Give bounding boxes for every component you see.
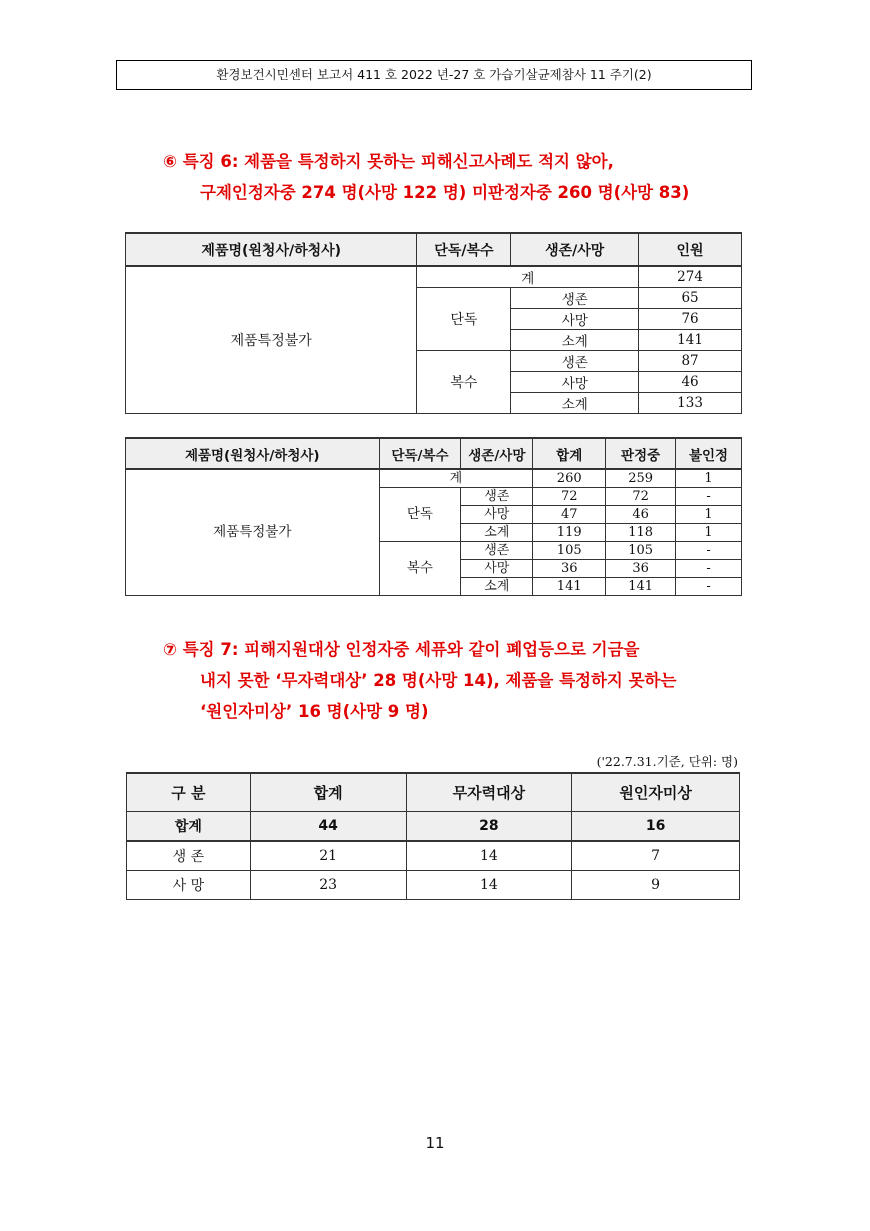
value-cell: - <box>676 542 742 560</box>
col-header-category: 구 분 <box>127 773 251 812</box>
value-cell: 72 <box>606 488 676 506</box>
insolvent-unknown-table <box>126 772 740 900</box>
value-cell: 36 <box>533 560 606 578</box>
col-header-unknown-cause: 원인자미상 <box>572 773 740 812</box>
value-cell: - <box>676 560 742 578</box>
status-cell: 소계 <box>461 578 533 596</box>
value-cell: 44 <box>250 812 406 842</box>
value-cell: 65 <box>639 288 742 309</box>
row-label: 생 존 <box>127 841 251 871</box>
value-cell: 14 <box>406 871 572 900</box>
group-label: 단독 <box>417 288 511 351</box>
table-row <box>127 812 740 842</box>
value-cell: 87 <box>639 351 742 372</box>
value-cell: 14 <box>406 841 572 871</box>
value-cell: 259 <box>606 469 676 488</box>
status-cell: 생존 <box>511 288 639 309</box>
value-cell: 119 <box>533 524 606 542</box>
value-cell: 36 <box>606 560 676 578</box>
value-cell: 76 <box>639 309 742 330</box>
status-cell: 사망 <box>511 309 639 330</box>
value-cell: 105 <box>606 542 676 560</box>
status-cell: 소계 <box>511 393 639 414</box>
table-header-row <box>127 773 740 812</box>
row-label: 합계 <box>127 812 251 842</box>
value-cell: 46 <box>606 506 676 524</box>
value-cell: 260 <box>533 469 606 488</box>
col-header-product: 제품명(원청사/하청사) <box>126 233 417 266</box>
value-cell: 21 <box>250 841 406 871</box>
value-cell: 1 <box>676 506 742 524</box>
value-cell: 46 <box>639 372 742 393</box>
col-header-sum: 합계 <box>250 773 406 812</box>
feature-7-heading <box>163 634 676 727</box>
col-header-alive-dead: 생존/사망 <box>511 233 639 266</box>
value-cell: 28 <box>406 812 572 842</box>
feature-6-line-2: 구제인정자중 274 명(사망 122 명) 미판정자중 260 명(사망 83) <box>200 183 690 202</box>
report-header: 환경보건시민센터 보고서 411 호 2022 년-27 호 가습기살균제참사 11 주기(2) <box>116 60 752 90</box>
value-cell: 72 <box>533 488 606 506</box>
col-header-insolvent: 무자력대상 <box>406 773 572 812</box>
page-number: 11 <box>425 1134 445 1152</box>
status-cell: 사망 <box>461 560 533 578</box>
col-header-sum: 합계 <box>533 438 606 469</box>
col-header-alive-dead: 생존/사망 <box>461 438 533 469</box>
value-cell: 9 <box>572 871 740 900</box>
value-cell: 133 <box>639 393 742 414</box>
status-cell: 소계 <box>461 524 533 542</box>
product-cell: 제품특정불가 <box>126 469 380 596</box>
group-label: 복수 <box>417 351 511 414</box>
value-cell: 7 <box>572 841 740 871</box>
value-cell: 141 <box>533 578 606 596</box>
table-row <box>126 266 742 288</box>
feature-7-line-3: ‘원인자미상’ 16 명(사망 9 명) <box>200 702 429 721</box>
status-cell: 생존 <box>461 488 533 506</box>
status-cell: 사망 <box>511 372 639 393</box>
col-header-rejected: 불인정 <box>676 438 742 469</box>
feature-7-line-2: 내지 못한 ‘무자력대상’ 28 명(사망 14), 제품을 특정하지 못하는 <box>200 671 677 690</box>
table-row <box>126 469 742 488</box>
total-label: 계 <box>379 469 533 488</box>
feature-6-heading <box>163 146 689 208</box>
col-header-single-multi: 단독/복수 <box>379 438 461 469</box>
feature-6-line-1: ⑥ 특징 6: 제품을 특정하지 못하는 피해신고사례도 적지 않아, <box>163 152 614 171</box>
value-cell: 141 <box>639 330 742 351</box>
value-cell: 23 <box>250 871 406 900</box>
total-value: 274 <box>639 266 742 288</box>
product-cell: 제품특정불가 <box>126 266 417 414</box>
status-cell: 생존 <box>461 542 533 560</box>
table-row <box>127 871 740 900</box>
value-cell: 1 <box>676 469 742 488</box>
col-header-single-multi: 단독/복수 <box>417 233 511 266</box>
table-header-row <box>126 233 742 266</box>
value-cell: 118 <box>606 524 676 542</box>
unidentified-product-table-1 <box>125 232 742 414</box>
group-label: 복수 <box>379 542 461 596</box>
table-note: ('22.7.31.기준, 단위: 명) <box>596 754 738 769</box>
feature-7-line-1: ⑦ 특징 7: 피해지원대상 인정자중 세퓨와 같이 폐업등으로 기금을 <box>163 640 640 659</box>
status-cell: 생존 <box>511 351 639 372</box>
value-cell: 16 <box>572 812 740 842</box>
group-label: 단독 <box>379 488 461 542</box>
col-header-product: 제품명(원청사/하청사) <box>126 438 380 469</box>
value-cell: - <box>676 578 742 596</box>
col-header-count: 인원 <box>639 233 742 266</box>
value-cell: - <box>676 488 742 506</box>
status-cell: 소계 <box>511 330 639 351</box>
unidentified-product-table-2 <box>125 437 742 596</box>
col-header-pending: 판정중 <box>606 438 676 469</box>
value-cell: 1 <box>676 524 742 542</box>
value-cell: 141 <box>606 578 676 596</box>
total-label: 계 <box>417 266 639 288</box>
status-cell: 사망 <box>461 506 533 524</box>
value-cell: 105 <box>533 542 606 560</box>
value-cell: 47 <box>533 506 606 524</box>
row-label: 사 망 <box>127 871 251 900</box>
table-row <box>127 841 740 871</box>
table-header-row <box>126 438 742 469</box>
